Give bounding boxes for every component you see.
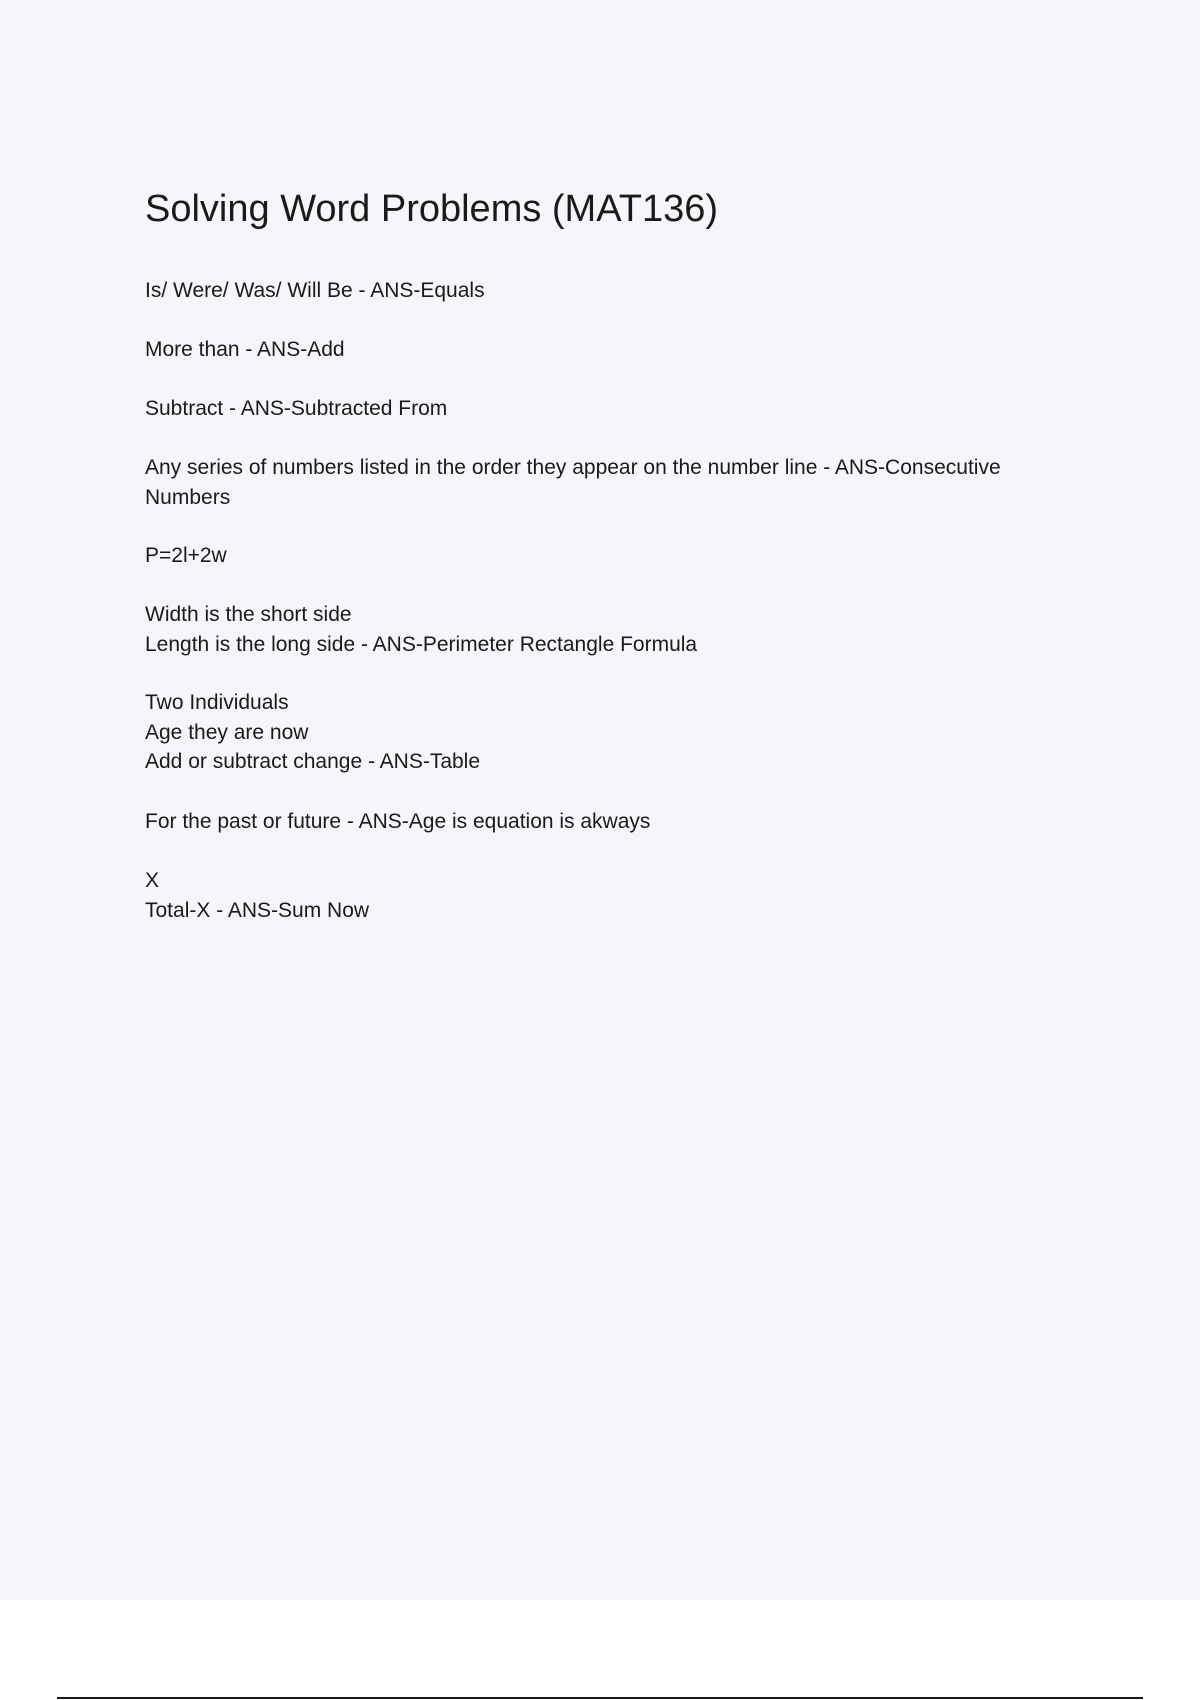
flashcard-entry (145, 807, 1075, 837)
flashcard-entry (145, 453, 1075, 512)
flashcard-entry (145, 276, 1075, 306)
flashcard-entry (145, 688, 1075, 777)
page-divider (57, 1697, 1143, 1699)
entry-line: X (145, 869, 160, 892)
entry-line: Subtract - ANS-Subtracted From (145, 397, 448, 420)
entry-line: Width is the short side (145, 603, 352, 626)
entry-line: Add or subtract change - ANS-Table (145, 750, 481, 773)
entry-line: Age they are now (145, 720, 309, 744)
entry-line: Two Individuals (145, 691, 289, 714)
entry-line: Length is the long side - ANS-Perimeter Rectangle Formula (145, 632, 698, 656)
flashcard-entry (145, 866, 1075, 925)
flashcard-entry (145, 335, 1075, 365)
flashcard-entry (145, 600, 1075, 659)
flashcard-entry (145, 394, 1075, 424)
entry-line: For the past or future - ANS-Age is equation is akways (145, 810, 651, 833)
entry-line: Is/ Were/ Was/ Will Be - ANS-Equals (145, 279, 485, 302)
flashcard-entry (145, 541, 1075, 571)
entry-line: Any series of numbers listed in the order they appear on the number line - ANS-Consecutive Numbers (145, 456, 1001, 509)
entry-line: P=2l+2w (145, 544, 227, 567)
entry-line: Total-X - ANS-Sum Now (145, 898, 370, 922)
entry-line: More than - ANS-Add (145, 338, 345, 361)
page-title: Solving Word Problems (MAT136) (145, 188, 719, 230)
